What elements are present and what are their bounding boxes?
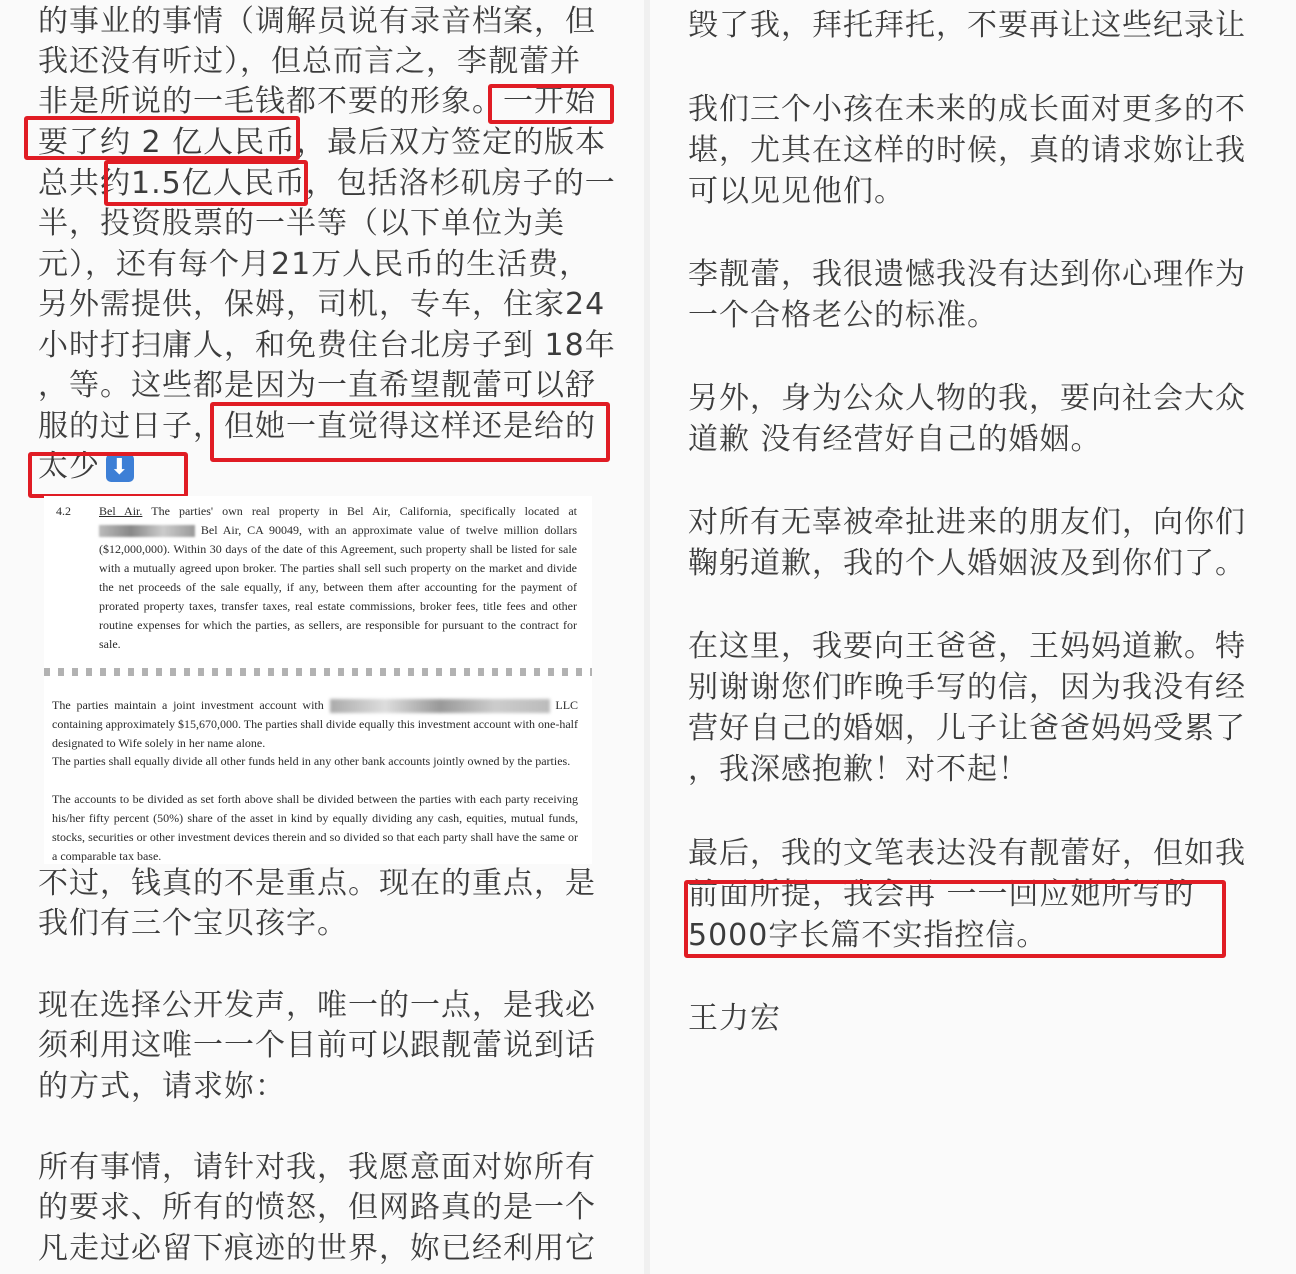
text-line: 可以见见他们。 bbox=[688, 174, 905, 209]
text-line: 我还没有听过），但总而言之，李靓蕾并 bbox=[38, 44, 581, 79]
doc-paragraph: The parties shall equally divide all other funds held in any other bank accounts jointly owned by the parties. bbox=[52, 754, 571, 768]
text-line: 非是所说的一毛钱都不要的形象。一开始 bbox=[38, 84, 596, 119]
text-line: 所有事情，请针对我，我愿意面对妳所有 bbox=[38, 1150, 596, 1185]
text-line: 我们三个小孩在未来的成长面对更多的不 bbox=[688, 92, 1246, 127]
text-line: 一个合格老公的标准。 bbox=[688, 298, 998, 333]
text-line: 要了约 2 亿人民币，最后双方签定的版本 bbox=[38, 125, 607, 160]
doc-paragraph bbox=[52, 696, 578, 753]
text-line: 小时打扫庸人，和免费住台北房子到 18年 bbox=[38, 328, 616, 363]
text-line: 在这里，我要向王爸爸，王妈妈道歉。特 bbox=[688, 629, 1246, 664]
text-line: 凡走过必留下痕迹的世界，妳已经利用它 bbox=[38, 1231, 596, 1266]
text-line: 我们有三个宝贝孩字。 bbox=[38, 906, 348, 941]
doc-paragraph bbox=[99, 502, 577, 654]
text-line: 另外，身为公众人物的我，要向社会大众 bbox=[688, 381, 1246, 416]
text-line: 李靓蕾，我很遗憾我没有达到你心理作为 bbox=[688, 257, 1246, 292]
text-line: 的事业的事情（调解员说有录音档案，但 bbox=[38, 4, 596, 39]
doc-text: The parties maintain a joint investment account with bbox=[52, 698, 324, 712]
redacted-address bbox=[99, 525, 195, 537]
text-line: 5000字长篇不实指控信。 bbox=[688, 918, 1048, 953]
text-line bbox=[38, 447, 134, 487]
text-line: 不过，钱真的不是重点。现在的重点，是 bbox=[38, 866, 596, 901]
text-line: 服的过日子，但她一直觉得这样还是给的 bbox=[38, 409, 596, 444]
text-line: ，等。这些都是因为一直希望靓蕾可以舒 bbox=[38, 368, 596, 403]
text-line: 须利用这唯一一个目前可以跟靓蕾说到话 bbox=[38, 1028, 596, 1063]
text-fragment: 太少 bbox=[38, 449, 100, 484]
signature: 王力宏 bbox=[688, 1001, 781, 1036]
text-line: 营好自己的婚姻，儿子让爸爸妈妈受累了 bbox=[688, 711, 1246, 746]
doc-text: Bel Air, CA 90049, with an approximate value of twelve million dollars ($12,000,000). Within 30 days of the date of this Agreement, such property shall be listed for sale with a mutually agreed upon broker. The parties shall sell such property on the market and divide the net proceeds of the sale equally, if any, between them after accounting for the payment of prorated property taxes, transfer taxes, real estate commissions, broker fees, title fees and other routine expenses for which the parties, as sellers, are responsible for pursuant to the contract for sale. bbox=[99, 523, 578, 651]
down-arrow-icon: ⬇ bbox=[106, 454, 134, 482]
text-line: 半，投资股票的一半等（以下单位为美 bbox=[38, 206, 565, 241]
text-line: 现在选择公开发声，唯一的一点，是我必 bbox=[38, 988, 596, 1023]
document-scan bbox=[44, 496, 592, 864]
right-column bbox=[650, 0, 1296, 1274]
text-line: 的要求、所有的愤怒，但网路真的是一个 bbox=[38, 1190, 596, 1225]
text-line: 最后，我的文笔表达没有靓蕾好，但如我 bbox=[688, 836, 1246, 871]
text-line: 毁了我，拜托拜托，不要再让这些纪录让 bbox=[688, 8, 1246, 43]
text-line: 的方式，请求妳： bbox=[38, 1069, 286, 1104]
section-number: 4.2 bbox=[56, 504, 71, 518]
left-column bbox=[0, 0, 644, 1274]
redacted-account bbox=[330, 699, 550, 713]
text-line: 鞠躬道歉，我的个人婚姻波及到你们了。 bbox=[688, 546, 1246, 581]
text-line: 元），还有每个月21万人民币的生活费， bbox=[38, 247, 591, 282]
scan-cut-line bbox=[44, 668, 592, 676]
doc-text: LLC containing approximately $15,670,000. The parties shall divide equally this investment account with one-half designated to Wife solely in her name alone. bbox=[52, 698, 579, 750]
doc-paragraph: The accounts to be divided as set forth above shall be divided between the parties with each party receiving his/her fifty percent (50%) share of the asset in kind by equally dividing any cash, equities, mutual funds, stocks, securities or other investment devices therein and so divided so that each party shall have the same or a comparable tax base. bbox=[52, 792, 578, 863]
text-line: 别谢谢您们昨晚手写的信，因为我没有经 bbox=[688, 670, 1246, 705]
text-line: 对所有无辜被牵扯进来的朋友们，向你们 bbox=[688, 505, 1246, 540]
text-line: 总共约1.5亿人民币，包括洛杉矶房子的一 bbox=[38, 166, 616, 201]
text-line: 另外需提供，保姆，司机，专车，住家24 bbox=[38, 287, 606, 322]
text-line: 道歉 没有经营好自己的婚姻。 bbox=[688, 422, 1102, 457]
text-line: 前面所提，我会再 一一回应她所写的 bbox=[688, 877, 1195, 912]
text-line: 堪，尤其在这样的时候，真的请求妳让我 bbox=[688, 133, 1246, 168]
doc-heading: Bel Air. bbox=[99, 504, 143, 518]
text-line: ，我深感抱歉！对不起！ bbox=[688, 752, 1029, 787]
doc-text: The parties' own real property in Bel Air, California, specifically located at bbox=[151, 504, 577, 518]
